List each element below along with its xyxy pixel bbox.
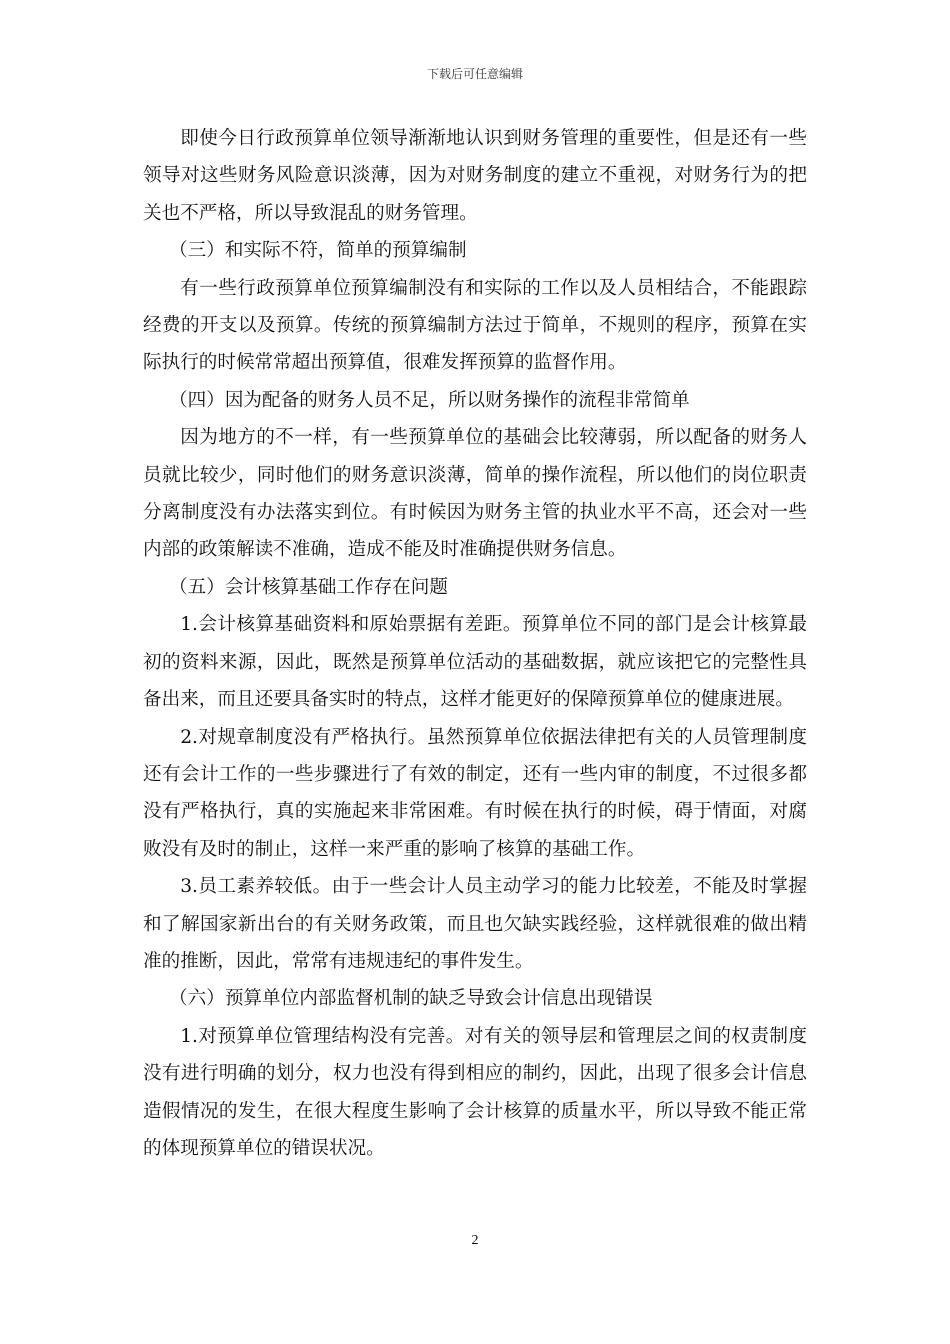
section-heading: （五）会计核算基础工作存在问题 xyxy=(169,576,448,598)
paragraph: 2.对规章制度没有严格执行。虽然预算单位依据法律把有关的人员管理制度还有会计工作的一些步骤进行了有效的制定，还有一些内审的制度，不过很多都没有严格执行，真的实施起来非常困难。有时候在执行的时候，碍于情面，对腐败没有及时的制止，这样一来严重的影响了核算的基础工作。 xyxy=(143,726,807,860)
section-heading: （四）因为配备的财务人员不足，所以财务操作的流程非常简单 xyxy=(169,389,690,411)
paragraph: 1.会计核算基础资料和原始票据有差距。预算单位不同的部门是会计核算最初的资料来源，因此，既然是预算单位活动的基础数据，就应该把它的完整性具备出来，而且还要具备实时的特点，这样才能更好的保障预算单位的健康进展。 xyxy=(143,614,807,711)
document-body xyxy=(143,120,807,1167)
paragraph: 即使今日行政预算单位领导渐渐地认识到财务管理的重要性，但是还有一些领导对这些财务风险意识淡薄，因为对财务制度的建立不重视，对财务行为的把关也不严格，所以导致混乱的财务管理。 xyxy=(143,128,807,224)
paragraph: 有一些行政预算单位预算编制没有和实际的工作以及人员相结合，不能跟踪经费的开支以及预算。传统的预算编制方法过于简单，不规则的程序，预算在实际执行的时候常常超出预算值，很难发挥预算的监督作用。 xyxy=(143,277,807,374)
paragraph: 1.对预算单位管理结构没有完善。对有关的领导层和管理层之间的权责制度没有进行明确的划分，权力也没有得到相应的制约，因此，出现了很多会计信息造假情况的发生，在很大程度生影响了会计核算的质量水平，所以导致不能正常的体现预算单位的错误状况。 xyxy=(143,1025,807,1159)
section-heading: （六）预算单位内部监督机制的缺乏导致会计信息出现错误 xyxy=(169,988,653,1010)
paragraph: 3.员工素养较低。由于一些会计人员主动学习的能力比较差，不能及时掌握和了解国家新出台的有关财务政策，而且也欠缺实践经验，这样就很难的做出精准的推断，因此，常常有违规违纪的事件发生。 xyxy=(143,876,807,972)
paragraph: 因为地方的不一样，有一些预算单位的基础会比较薄弱，所以配备的财务人员就比较少，同时他们的财务意识淡薄，简单的操作流程，所以他们的岗位职责分离制度没有办法落实到位。有时候因为财务主管的执业水平不高，还会对一些内部的政策解读不准确，造成不能及时准确提供财务信息。 xyxy=(143,427,807,561)
page-header: 下载后可任意编辑 xyxy=(426,67,523,81)
section-heading: （三）和实际不符，简单的预算编制 xyxy=(169,240,467,262)
page-number: 2 xyxy=(471,1233,479,1248)
